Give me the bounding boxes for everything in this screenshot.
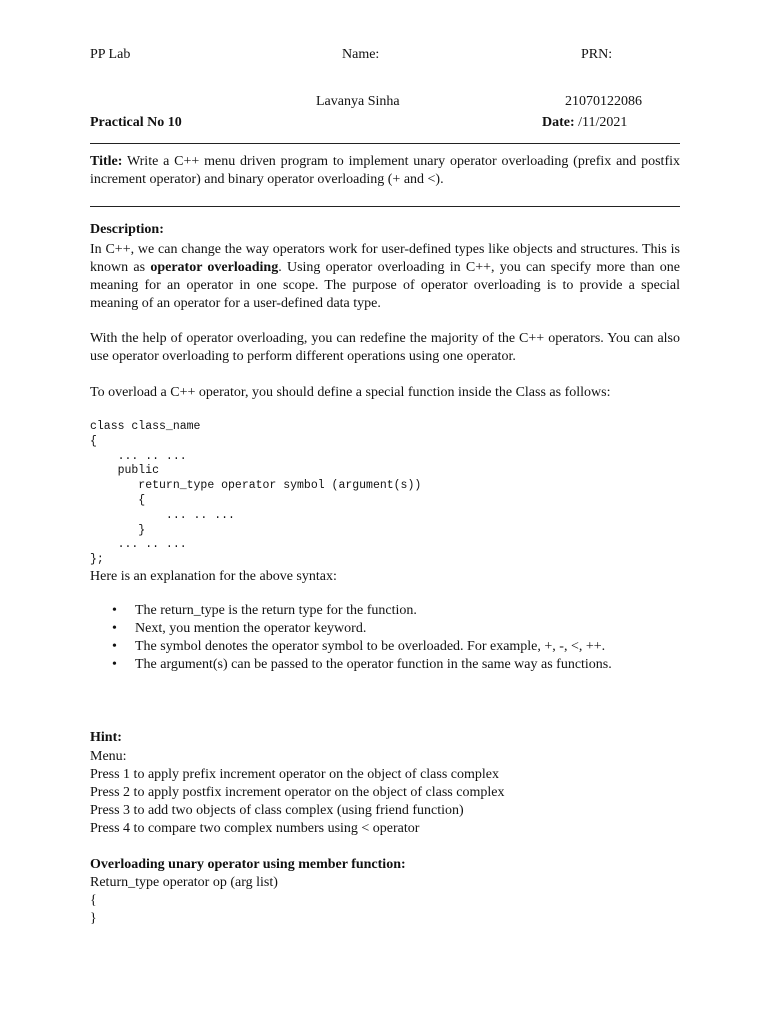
course-label: PP Lab — [90, 47, 131, 62]
description-heading: Description: — [90, 222, 164, 237]
list-item: • The argument(s) can be passed to the operator function in the same way as functions. — [90, 656, 690, 674]
hint-line: Menu: — [90, 749, 127, 764]
code-line: public — [90, 464, 160, 478]
list-item: • The symbol denotes the operator symbol to be overloaded. For example, +, -, <, ++. — [90, 638, 690, 656]
description-paragraph-3: To overload a C++ operator, you should define a special function inside the Class as follows: — [90, 385, 611, 400]
code-line: ... .. ... — [90, 449, 187, 463]
code-line: { — [90, 434, 97, 448]
unary-line: } — [90, 911, 97, 926]
hint-menu — [90, 748, 504, 838]
code-line: return_type operator symbol (argument(s)) — [90, 479, 422, 493]
description-paragraph-1 — [90, 241, 680, 313]
unary-line: { — [90, 893, 97, 908]
hint-heading: Hint: — [90, 730, 122, 745]
title-block — [90, 153, 680, 189]
explanation-list — [90, 602, 690, 674]
description-paragraph-2: With the help of operator overloading, you can redefine the majority of the C++ operators. You can also use operator overloading to perform different operations using one operator. — [90, 331, 680, 364]
p1-bold-term: operator overloading — [150, 260, 279, 275]
date-value: /11/2021 — [578, 115, 628, 130]
hint-line: Press 3 to add two objects of class complex (using friend function) — [90, 803, 464, 818]
hint-line: Press 1 to apply prefix increment operator on the object of class complex — [90, 767, 499, 782]
student-name: Lavanya Sinha — [316, 94, 400, 109]
name-label: Name: — [342, 47, 380, 62]
prn-label: PRN: — [581, 47, 613, 62]
date-field — [542, 114, 627, 132]
hint-line: Press 2 to apply postfix increment operator on the object of class complex — [90, 785, 505, 800]
title-text: Write a C++ menu driven program to implement unary operator overloading (prefix and postfix increment operator) and binary operator overloading (+ and <). — [90, 154, 681, 187]
list-item: • The return_type is the return type for the function. — [90, 602, 690, 620]
p1-text-start: In C++, we can change the way operators work for user-defined types like objects and structures. This is known as — [90, 242, 680, 275]
unary-syntax — [90, 874, 278, 928]
prn-value: 21070122086 — [565, 94, 642, 109]
header-divider — [90, 143, 680, 144]
hint-line: Press 4 to compare two complex numbers using < operator — [90, 821, 420, 836]
code-line: { — [90, 493, 146, 507]
code-line: } — [90, 523, 146, 537]
code-line: }; — [90, 553, 104, 567]
list-item: • Next, you mention the operator keyword. — [90, 620, 690, 638]
code-line: ... .. ... — [90, 508, 235, 522]
date-label: Date: — [542, 115, 575, 130]
title-divider — [90, 206, 680, 207]
unary-heading: Overloading unary operator using member function: — [90, 857, 406, 872]
code-line: class class_name — [90, 420, 201, 433]
code-line: ... .. ... — [90, 538, 187, 552]
title-label: Title: — [90, 154, 123, 169]
practical-number: Practical No 10 — [90, 115, 182, 130]
explanation-intro: Here is an explanation for the above syntax: — [90, 569, 337, 584]
unary-line: Return_type operator op (arg list) — [90, 875, 278, 890]
p1-text-end: . Using operator overloading in C++, you can specify more than one meaning for an operator in one scope. The purpose of operator overloading is to provide a special meaning of an operator for a user-defined data type. — [90, 260, 681, 311]
syntax-code-block — [90, 420, 421, 568]
